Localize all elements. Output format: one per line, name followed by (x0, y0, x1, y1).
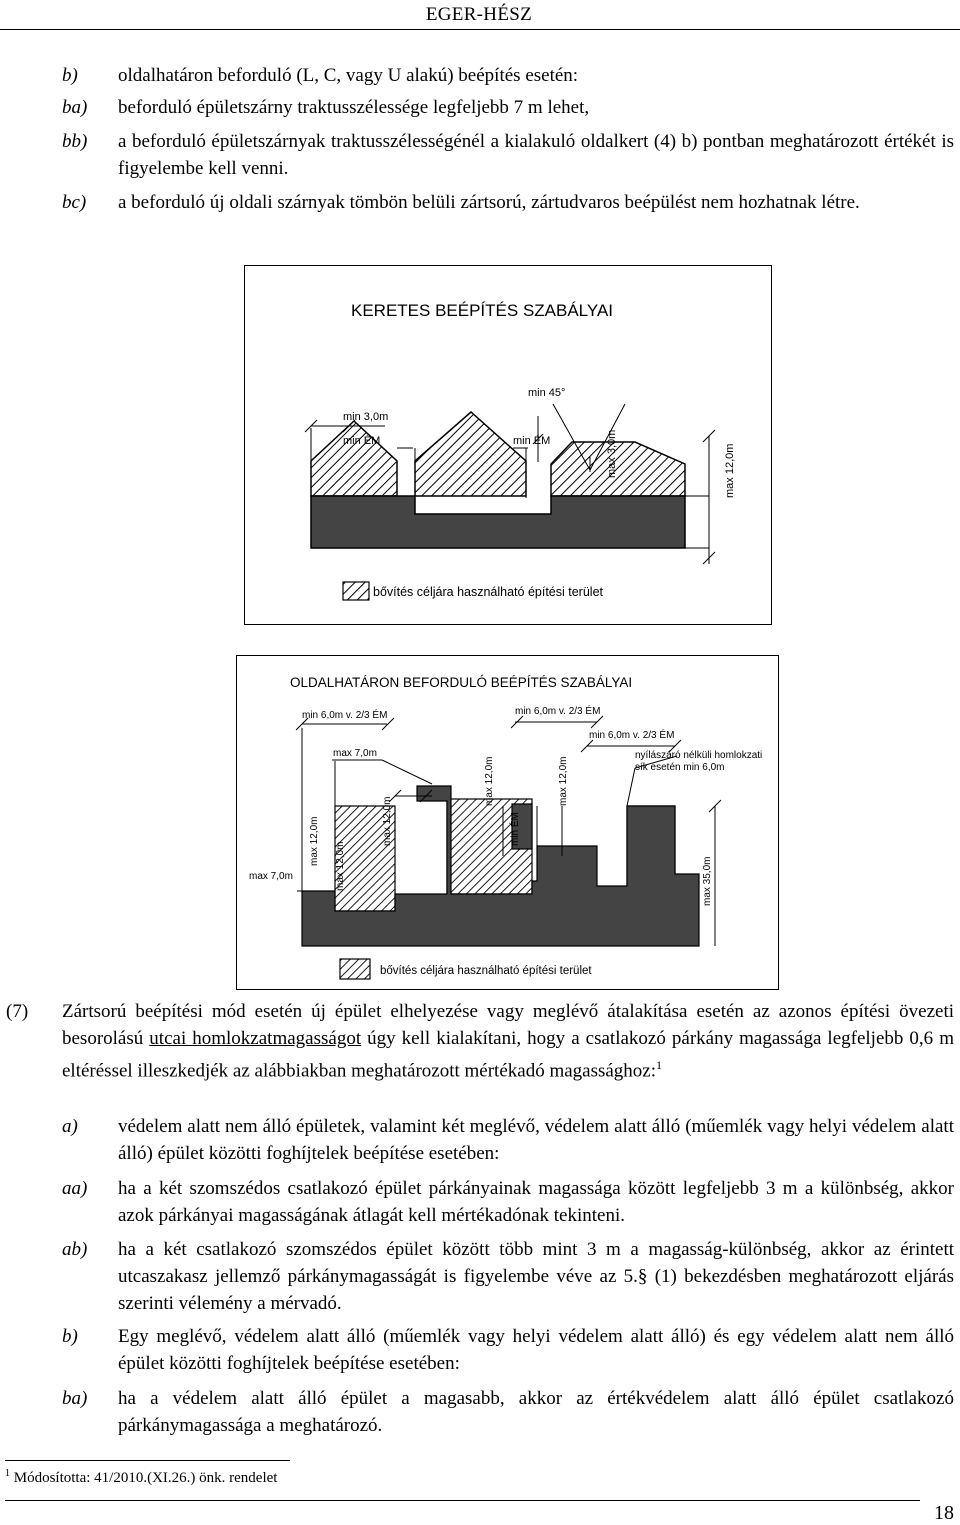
item-text: oldalhatáron beforduló (L, C, vagy U alakú) beépítés esetén: (118, 65, 579, 86)
footnote-number: 1 (5, 1468, 10, 1479)
label-min-em: min ÉM (513, 435, 551, 447)
label-max-12m: max 12,0m (309, 816, 320, 866)
item-label: bc) (62, 192, 87, 213)
figure-title: OLDALHATÁRON BEFORDULÓ BEÉPÍTÉS SZABÁLYAI (290, 675, 633, 690)
footnote-text: Módosította: 41/2010.(XI.26.) önk. rendelet (13, 1470, 278, 1486)
item-text: beforduló épületszárny traktusszélessége legfeljebb 7 m lehet, (118, 97, 590, 118)
label-max-7m: max 7,0m (333, 748, 377, 759)
legend-text: bővítés céljára használható építési terület (373, 585, 603, 599)
hatched-area (311, 412, 685, 496)
label-max-7m: max 7,0m (249, 871, 293, 882)
label-min-45: min 45° (528, 387, 566, 399)
label-max-12m: max 12,0m (724, 443, 736, 498)
label-max-3m: max 3,0m (606, 429, 618, 478)
footnote (5, 1468, 277, 1487)
figure-title: KERETES BEÉPÍTÉS SZABÁLYAI (351, 301, 614, 320)
legend-text: bővítés céljára használható építési terület (380, 965, 592, 977)
legend-swatch (340, 959, 370, 979)
item-label: bb) (62, 131, 88, 152)
figure-keretes-drawing (245, 266, 771, 624)
footnote-ref: 1 (656, 1058, 663, 1072)
header-title: EGER-HÉSZ (425, 4, 532, 25)
item-text: ha a két szomszédos csatlakozó épület párkányainak magassága között legfeljebb 3 m a különbség, akkor azok párkányai magasságának átlagát kell mértékadónak tekinteni. (118, 1178, 954, 1226)
figure-oldalhataron-drawing (237, 656, 778, 989)
legend-swatch (343, 582, 369, 600)
figure-keretes-beepites (244, 265, 772, 625)
para-7-underlined: utcai homlokzatmagasságot (149, 1028, 362, 1049)
label-min-6m: min 6,0m v. 2/3 ÉM (515, 706, 601, 717)
label-min-6m: min 6,0m v. 2/3 ÉM (589, 730, 675, 741)
label-max-12m: max 12,0m (382, 796, 393, 846)
label-nyilaszaro: sík esetén min 6,0m (635, 762, 725, 773)
para-7-text-after: úgy kell kialakítani, hogy a csatlakozó párkány magassága legfeljebb 0,6 m eltéréssel illeszkedjék az alábbiakban meghatározott mértékadó magassághoz: (62, 1028, 954, 1082)
item-label: ba) (62, 97, 88, 118)
para-7-label: (7) (6, 1001, 29, 1022)
label-max-12m: max 12,0m (558, 756, 569, 806)
para-7-text (62, 998, 954, 1084)
item-label: b) (62, 65, 78, 86)
label-max-12m: max 12,0m (484, 756, 495, 806)
label-min-em: min ÉM (510, 812, 521, 846)
label-min-3m: min 3,0m (343, 411, 389, 423)
item-label: ba) (62, 1388, 88, 1409)
footnote-rule (5, 1460, 290, 1461)
page-number: 18 (934, 1502, 954, 1524)
item-label: a) (62, 1116, 78, 1137)
item-text: ha a védelem alatt álló épület a magasabb, akkor az értékvédelem alatt álló épület csatlakozó párkánymagassága a meghatározó. (118, 1388, 954, 1436)
item-text: ha a két csatlakozó szomszédos épület között több mint 3 m a magasság-különbség, akkor az érintett utcaszakasz jellemző párkánymagasságát is figyelembe véve az 5.§ (1) bekezdésben meghatározott eljárás szerinti vélemény a mérvadó. (118, 1239, 954, 1314)
item-text: a beforduló épületszárnyak traktusszélességénél a kialakuló oldalkert (4) b) pontban meghatározott értékét is figyelembe kell venni. (118, 131, 954, 179)
para-7-text-before: Zártsorú beépítési mód esetén új épület elhelyezése vagy meglévő átalakítása esetén az azonos építési övezeti besorolású (62, 1001, 954, 1049)
item-text: a beforduló új oldali szárnyak tömbön belüli zártsorú, zártudvaros beépülést nem hozhatnak létre. (118, 192, 860, 213)
item-label: ab) (62, 1239, 88, 1260)
label-max-35m: max 35,0m (702, 856, 713, 906)
label-max-12m: max 12,0m (335, 841, 346, 891)
label-min-6m: min 6,0m v. 2/3 ÉM (302, 710, 388, 721)
figure-oldalhataron-beepites (236, 655, 779, 990)
existing-building (311, 496, 685, 548)
item-text: Egy meglévő, védelem alatt álló (műemlék vagy helyi védelem alatt álló) és egy védelem alatt nem álló épület közötti foghíjtelek beépítése esetében: (118, 1326, 954, 1374)
header-rule (0, 29, 960, 30)
item-label: b) (62, 1326, 78, 1347)
item-text: védelem alatt nem álló épületek, valamint két meglévő, védelem alatt álló (műemlék vagy helyi védelem alatt álló) épület közötti foghíjtelek beépítése esetében: (118, 1116, 954, 1164)
label-nyilaszaro: nyílászáró nélküli homlokzati (635, 750, 763, 761)
page-bottom-rule (5, 1500, 920, 1501)
page-header (0, 0, 960, 30)
item-label: aa) (62, 1178, 88, 1199)
label-min-em: min ÉM (343, 435, 381, 447)
